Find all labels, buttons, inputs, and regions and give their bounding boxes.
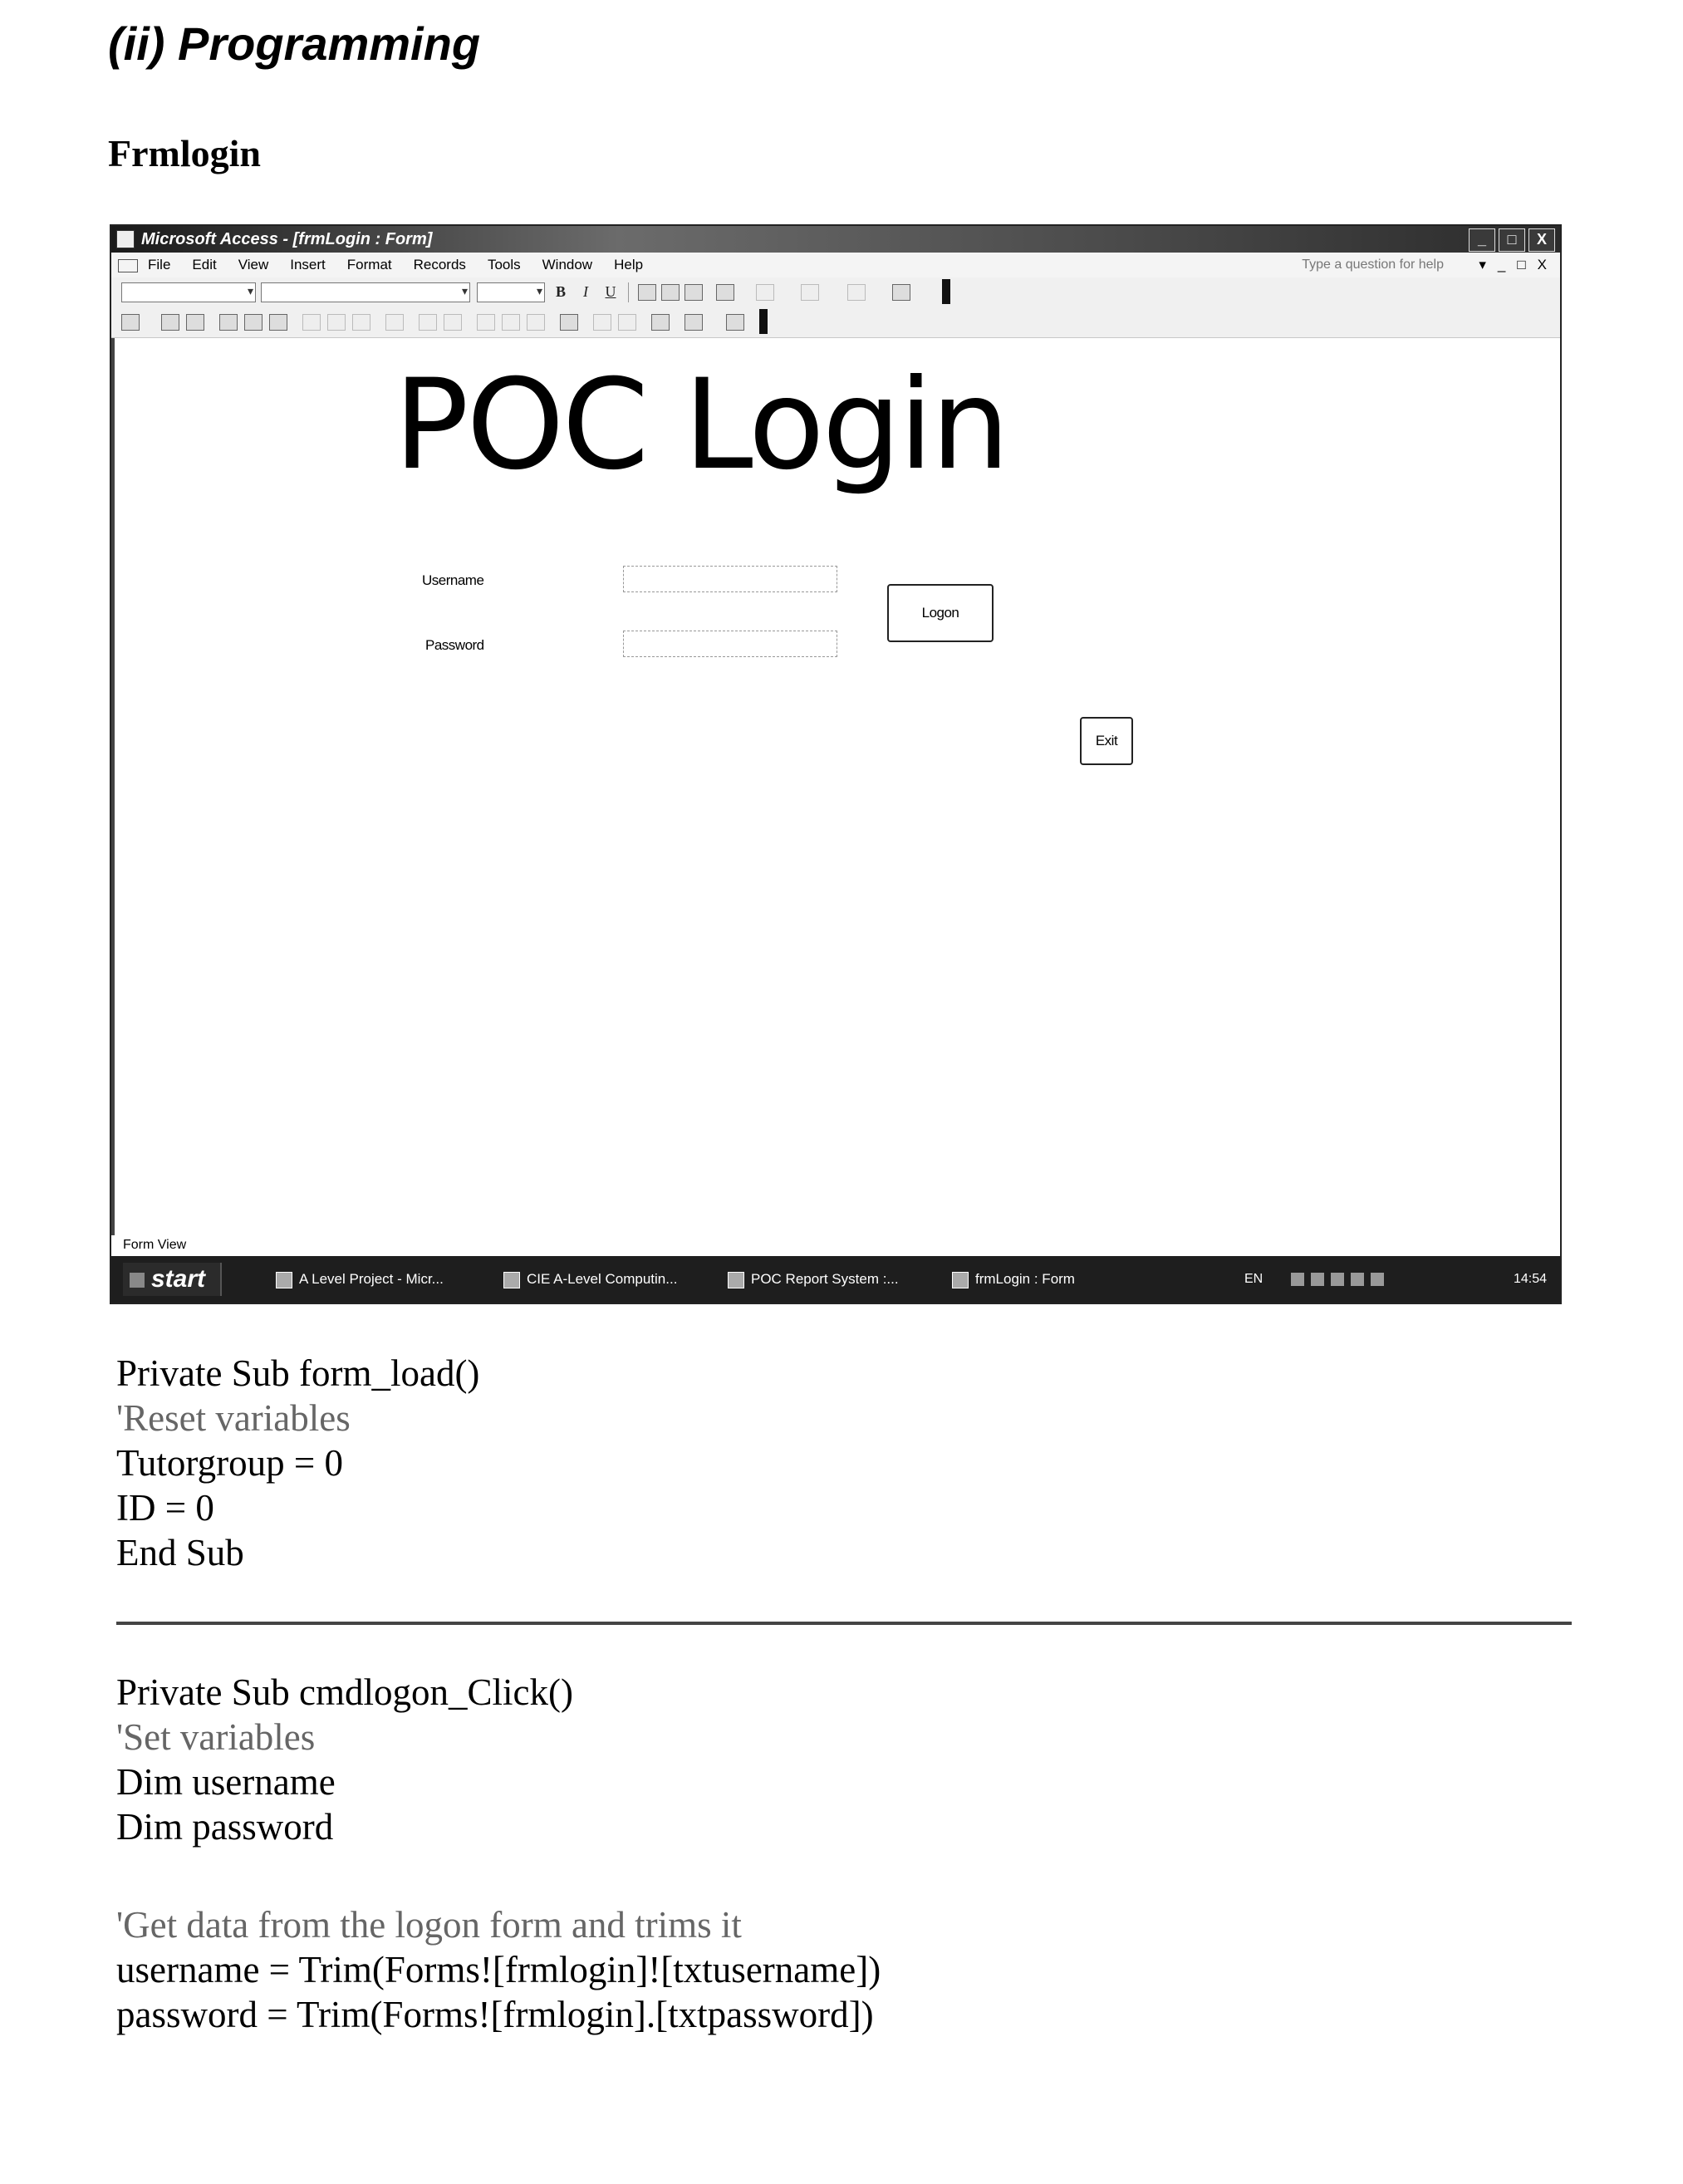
code-line: End Sub	[116, 1532, 244, 1573]
code-line: password = Trim(Forms![frmlogin].[txtpassword])	[116, 1994, 874, 2035]
exit-button[interactable]: Exit	[1080, 717, 1133, 765]
align-center-icon[interactable]	[661, 284, 680, 301]
fill-color-icon[interactable]	[716, 284, 734, 301]
window-titlebar	[111, 226, 1560, 253]
view-icon[interactable]	[121, 314, 140, 331]
form-canvas	[111, 338, 1562, 1235]
sort-descending-icon[interactable]	[444, 314, 462, 331]
form-title: POC Login	[394, 353, 1008, 498]
start-label: start	[151, 1265, 206, 1293]
code-line: Private Sub form_load()	[116, 1352, 480, 1394]
password-label: Password	[425, 637, 484, 653]
section-heading: (ii) Programming	[108, 17, 481, 70]
align-right-icon[interactable]	[684, 284, 703, 301]
section-divider	[116, 1622, 1572, 1625]
menu-help[interactable]: Help	[614, 257, 644, 272]
tray-icon[interactable]	[1331, 1273, 1344, 1286]
doc-close-button[interactable]: X	[1537, 257, 1547, 272]
code-comment: 'Reset variables	[116, 1397, 351, 1439]
system-clock: 14:54	[1513, 1272, 1547, 1286]
toolbar-separator	[628, 282, 629, 302]
find-icon[interactable]	[560, 314, 578, 331]
help-icon[interactable]	[726, 314, 744, 331]
spelling-icon[interactable]	[269, 314, 287, 331]
close-button[interactable]: X	[1528, 228, 1555, 252]
taskbar-item-cie[interactable]: CIE A-Level Computin...	[502, 1264, 677, 1294]
line-color-icon[interactable]	[801, 284, 819, 301]
code-line: Private Sub cmdlogon_Click()	[116, 1671, 573, 1713]
code-line: Tutorgroup = 0	[116, 1442, 343, 1484]
menu-records[interactable]: Records	[413, 257, 466, 272]
access-app-icon	[116, 230, 135, 248]
new-record-icon[interactable]	[593, 314, 611, 331]
start-button[interactable]	[123, 1263, 222, 1296]
taskbar-item-project[interactable]: A Level Project - Micr...	[274, 1264, 444, 1294]
font-color-icon[interactable]	[756, 284, 774, 301]
tray-icon[interactable]	[1371, 1273, 1384, 1286]
menu-bar	[111, 253, 1560, 277]
status-bar-text: Form View	[123, 1238, 187, 1252]
bold-button[interactable]: B	[555, 283, 566, 300]
filter-icon[interactable]	[477, 314, 495, 331]
special-effect-icon[interactable]	[892, 284, 910, 301]
form-view-toolbar	[111, 307, 1560, 338]
password-textbox[interactable]	[623, 631, 837, 657]
maximize-button[interactable]: □	[1499, 228, 1525, 252]
minimize-button[interactable]: _	[1469, 228, 1495, 252]
language-indicator[interactable]: EN	[1244, 1272, 1263, 1286]
system-tray	[1291, 1273, 1384, 1286]
code-line: ID = 0	[116, 1487, 214, 1529]
sort-ascending-icon[interactable]	[419, 314, 437, 331]
undo-icon[interactable]	[385, 314, 404, 331]
windows-flag-icon	[130, 1273, 145, 1288]
username-input[interactable]	[624, 567, 837, 591]
menu-view[interactable]: View	[238, 257, 269, 272]
windows-taskbar	[111, 1256, 1560, 1303]
window-title: Microsoft Access - [frmLogin : Form]	[141, 230, 433, 248]
database-window-icon[interactable]	[651, 314, 670, 331]
taskbar-item-frmlogin[interactable]: frmLogin : Form	[950, 1264, 1075, 1294]
cut-icon[interactable]	[302, 314, 321, 331]
font-name-combo[interactable]	[261, 282, 470, 302]
copy-icon[interactable]	[327, 314, 346, 331]
apply-filter-icon[interactable]	[527, 314, 545, 331]
window-controls	[1469, 228, 1555, 252]
delete-record-icon[interactable]	[618, 314, 636, 331]
menu-window[interactable]: Window	[542, 257, 593, 272]
formatting-toolbar	[111, 277, 1560, 308]
code-line: Dim password	[116, 1806, 334, 1848]
code-line: Dim username	[116, 1761, 336, 1803]
save-icon[interactable]	[161, 314, 179, 331]
line-width-icon[interactable]	[847, 284, 866, 301]
font-size-combo[interactable]	[477, 282, 545, 302]
menu-format[interactable]: Format	[346, 257, 392, 272]
tray-icon[interactable]	[1311, 1273, 1324, 1286]
code-comment: 'Set variables	[116, 1716, 316, 1758]
menu-file[interactable]: File	[148, 257, 171, 272]
username-label: Username	[422, 572, 484, 588]
tray-icon[interactable]	[1351, 1273, 1364, 1286]
menu-insert[interactable]: Insert	[290, 257, 326, 272]
italic-button[interactable]: I	[583, 283, 588, 300]
username-textbox[interactable]	[623, 566, 837, 592]
object-combo[interactable]	[121, 282, 256, 302]
tray-icon[interactable]	[1291, 1273, 1304, 1286]
form-name-heading: Frmlogin	[108, 132, 261, 174]
taskbar-item-poc-report[interactable]: POC Report System :...	[726, 1264, 899, 1294]
filter-form-icon[interactable]	[502, 314, 520, 331]
toolbar-end-grip	[759, 309, 768, 334]
new-object-icon[interactable]	[684, 314, 703, 331]
access-window-screenshot	[110, 224, 1562, 1304]
logon-button[interactable]: Logon	[887, 584, 994, 642]
align-left-icon[interactable]	[638, 284, 656, 301]
paste-icon[interactable]	[352, 314, 370, 331]
code-line: username = Trim(Forms![frmlogin]![txtusername])	[116, 1949, 881, 1990]
underline-button[interactable]: U	[605, 283, 616, 300]
help-question-box[interactable]: Type a question for help	[1302, 258, 1444, 272]
password-input[interactable]	[624, 631, 837, 656]
file-search-icon[interactable]	[186, 314, 204, 331]
toolbar-end-grip	[942, 279, 950, 304]
print-icon[interactable]	[219, 314, 238, 331]
doc-restore-button[interactable]: □	[1517, 257, 1526, 272]
menu-edit[interactable]: Edit	[192, 257, 217, 272]
print-preview-icon[interactable]	[244, 314, 263, 331]
menu-doc-icon	[118, 259, 138, 272]
code-comment: 'Get data from the logon form and trims it	[116, 1904, 742, 1946]
help-dropdown-icon[interactable]: ▾	[1479, 257, 1486, 272]
menu-tools[interactable]: Tools	[487, 257, 521, 272]
doc-minimize-button[interactable]: _	[1497, 257, 1506, 272]
